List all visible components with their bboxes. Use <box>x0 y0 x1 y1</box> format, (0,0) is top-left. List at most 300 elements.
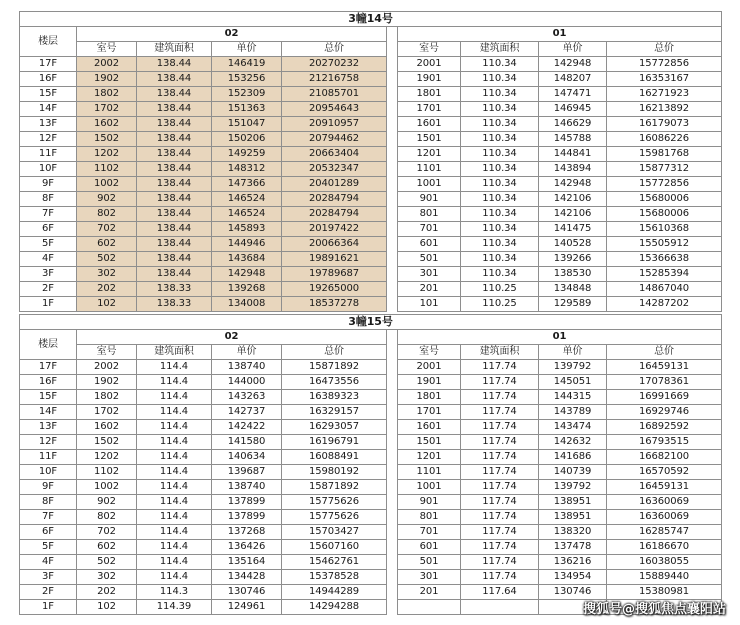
room-number-cell: 1002 <box>77 480 137 495</box>
floor-area-cell: 114.4 <box>137 525 212 540</box>
floor-area-cell: 114.4 <box>137 360 212 375</box>
floor-area-cell: 114.4 <box>137 495 212 510</box>
group-header-left: 02 <box>77 330 387 345</box>
total-price-cell: 14287202 <box>607 297 722 312</box>
room-number-cell: 1602 <box>77 117 137 132</box>
total-price-cell: 15607160 <box>282 540 387 555</box>
room-number-cell: 201 <box>398 282 461 297</box>
total-price-cell: 16088491 <box>282 450 387 465</box>
floor-area-cell: 110.34 <box>461 102 539 117</box>
total-price-cell: 15877312 <box>607 162 722 177</box>
floor-area-cell: 114.4 <box>137 435 212 450</box>
floor-area-header: 建筑面积 <box>461 42 539 57</box>
column-header-row <box>20 345 722 360</box>
floor-area-cell: 110.34 <box>461 192 539 207</box>
total-price-cell: 16570592 <box>607 465 722 480</box>
floor-cell: 3F <box>20 570 77 585</box>
total-price-cell: 16459131 <box>607 360 722 375</box>
total-price-cell: 16991669 <box>607 390 722 405</box>
unit-price-cell: 148207 <box>539 72 607 87</box>
room-number-cell: 1202 <box>77 450 137 465</box>
room-number-cell: 1801 <box>398 390 461 405</box>
room-number-cell: 502 <box>77 252 137 267</box>
total-price-cell: 16473556 <box>282 375 387 390</box>
unit-price-cell: 143684 <box>212 252 282 267</box>
room-number-cell: 1902 <box>77 72 137 87</box>
unit-price-cell: 142737 <box>212 405 282 420</box>
floor-area-cell: 138.44 <box>137 177 212 192</box>
unit-price-cell: 139687 <box>212 465 282 480</box>
floor-cell: 13F <box>20 420 77 435</box>
floor-area-cell: 110.34 <box>461 207 539 222</box>
floor-header: 楼层 <box>20 330 77 360</box>
floor-area-cell <box>461 600 539 615</box>
floor-area-cell: 117.74 <box>461 540 539 555</box>
room-number-cell: 1801 <box>398 87 461 102</box>
room-number-cell: 1802 <box>77 390 137 405</box>
unit-price-cell: 134008 <box>212 297 282 312</box>
table-row <box>20 540 722 555</box>
total-price-cell: 16196791 <box>282 435 387 450</box>
building-3-unit-14-price-table <box>19 11 722 312</box>
unit-price-cell: 140528 <box>539 237 607 252</box>
floor-area-cell: 117.74 <box>461 390 539 405</box>
building-title: 3幢15号 <box>20 315 722 330</box>
room-number-cell: 201 <box>398 585 461 600</box>
unit-price-cell: 134954 <box>539 570 607 585</box>
floor-area-cell: 110.25 <box>461 282 539 297</box>
group-header-right: 01 <box>398 27 722 42</box>
column-gap <box>387 330 398 615</box>
unit-price-cell: 130746 <box>539 585 607 600</box>
unit-price-cell: 150206 <box>212 132 282 147</box>
unit-price-cell: 142632 <box>539 435 607 450</box>
unit-price-cell: 141686 <box>539 450 607 465</box>
room-number-cell: 1501 <box>398 435 461 450</box>
room-number-header: 室号 <box>77 345 137 360</box>
floor-area-header: 建筑面积 <box>461 345 539 360</box>
room-number-cell: 801 <box>398 510 461 525</box>
floor-area-cell: 138.44 <box>137 252 212 267</box>
floor-cell: 13F <box>20 117 77 132</box>
total-price-cell: 20066364 <box>282 237 387 252</box>
unit-price-cell: 141580 <box>212 435 282 450</box>
room-number-cell: 302 <box>77 267 137 282</box>
floor-area-cell: 114.4 <box>137 375 212 390</box>
floor-area-cell: 138.44 <box>137 132 212 147</box>
total-price-cell: 15680006 <box>607 207 722 222</box>
total-price-cell: 16038055 <box>607 555 722 570</box>
room-number-cell: 802 <box>77 207 137 222</box>
total-price-cell: 16179073 <box>607 117 722 132</box>
group-header-left: 02 <box>77 27 387 42</box>
unit-price-header: 单价 <box>539 345 607 360</box>
unit-price-cell: 142948 <box>212 267 282 282</box>
floor-area-cell: 138.44 <box>137 87 212 102</box>
total-price-cell: 17078361 <box>607 375 722 390</box>
floor-cell: 12F <box>20 132 77 147</box>
unit-price-cell: 142106 <box>539 207 607 222</box>
room-number-cell: 102 <box>77 600 137 615</box>
table-row <box>20 525 722 540</box>
floor-area-cell: 114.4 <box>137 570 212 585</box>
floor-area-cell: 117.74 <box>461 405 539 420</box>
floor-cell: 5F <box>20 540 77 555</box>
floor-area-cell: 138.44 <box>137 147 212 162</box>
floor-area-cell: 114.3 <box>137 585 212 600</box>
total-price-cell: 20794462 <box>282 132 387 147</box>
floor-cell: 10F <box>20 465 77 480</box>
unit-price-cell: 138740 <box>212 360 282 375</box>
total-price-cell: 16086226 <box>607 132 722 147</box>
table-row <box>20 405 722 420</box>
room-number-cell: 2002 <box>77 360 137 375</box>
total-price-cell: 18537278 <box>282 297 387 312</box>
room-number-cell: 502 <box>77 555 137 570</box>
floor-area-cell: 110.34 <box>461 237 539 252</box>
floor-cell: 2F <box>20 585 77 600</box>
floor-area-header: 建筑面积 <box>137 42 212 57</box>
unit-price-cell: 137899 <box>212 495 282 510</box>
table-row <box>20 192 722 207</box>
floor-area-cell: 110.34 <box>461 57 539 72</box>
total-price-cell: 15285394 <box>607 267 722 282</box>
unit-price-cell: 134848 <box>539 282 607 297</box>
table-row <box>20 132 722 147</box>
table-row <box>20 102 722 117</box>
total-price-cell: 15980192 <box>282 465 387 480</box>
total-price-cell: 15378528 <box>282 570 387 585</box>
table-row <box>20 57 722 72</box>
total-price-cell: 21216758 <box>282 72 387 87</box>
room-number-cell: 1902 <box>77 375 137 390</box>
floor-cell: 11F <box>20 450 77 465</box>
total-price-cell: 15366638 <box>607 252 722 267</box>
floor-area-cell: 138.44 <box>137 237 212 252</box>
total-price-cell: 21085701 <box>282 87 387 102</box>
total-price-header: 总价 <box>607 42 722 57</box>
floor-area-cell: 110.34 <box>461 252 539 267</box>
unit-price-cell: 145788 <box>539 132 607 147</box>
room-number-cell: 1701 <box>398 405 461 420</box>
total-price-cell: 20284794 <box>282 207 387 222</box>
floor-area-cell: 110.25 <box>461 297 539 312</box>
unit-price-cell: 139268 <box>212 282 282 297</box>
table-title-row <box>20 12 722 27</box>
floor-area-cell: 110.34 <box>461 162 539 177</box>
floor-area-cell: 110.34 <box>461 177 539 192</box>
total-price-cell: 19891621 <box>282 252 387 267</box>
unit-price-cell: 144841 <box>539 147 607 162</box>
unit-price-cell: 130746 <box>212 585 282 600</box>
table-title-row <box>20 315 722 330</box>
total-price-cell: 15889440 <box>607 570 722 585</box>
room-number-cell: 1501 <box>398 132 461 147</box>
total-price-cell: 20663404 <box>282 147 387 162</box>
total-price-cell: 16186670 <box>607 540 722 555</box>
total-price-cell: 20532347 <box>282 162 387 177</box>
room-number-header: 室号 <box>77 42 137 57</box>
floor-area-cell: 110.34 <box>461 267 539 282</box>
total-price-cell: 16353167 <box>607 72 722 87</box>
total-price-cell: 14944289 <box>282 585 387 600</box>
floor-cell: 3F <box>20 267 77 282</box>
table-row <box>20 207 722 222</box>
unit-price-cell: 144946 <box>212 237 282 252</box>
floor-cell: 10F <box>20 162 77 177</box>
floor-cell: 12F <box>20 435 77 450</box>
table-row <box>20 117 722 132</box>
unit-price-cell: 138951 <box>539 510 607 525</box>
unit-price-cell: 143894 <box>539 162 607 177</box>
floor-cell: 1F <box>20 297 77 312</box>
unit-price-cell: 136216 <box>539 555 607 570</box>
room-number-cell: 202 <box>77 282 137 297</box>
room-number-cell: 1702 <box>77 102 137 117</box>
floor-cell: 6F <box>20 525 77 540</box>
floor-area-cell: 138.44 <box>137 162 212 177</box>
floor-area-cell: 110.34 <box>461 147 539 162</box>
room-number-cell: 702 <box>77 525 137 540</box>
floor-area-cell: 110.34 <box>461 132 539 147</box>
unit-price-cell: 140739 <box>539 465 607 480</box>
total-price-cell: 20197422 <box>282 222 387 237</box>
floor-area-header: 建筑面积 <box>137 345 212 360</box>
building-title: 3幢14号 <box>20 12 722 27</box>
total-price-cell: 15775626 <box>282 495 387 510</box>
total-price-cell: 14867040 <box>607 282 722 297</box>
room-number-cell: 2001 <box>398 57 461 72</box>
floor-cell: 8F <box>20 495 77 510</box>
table-row <box>20 435 722 450</box>
floor-cell: 15F <box>20 390 77 405</box>
total-price-header: 总价 <box>282 42 387 57</box>
total-price-cell: 15871892 <box>282 480 387 495</box>
room-number-cell: 901 <box>398 495 461 510</box>
floor-area-cell: 114.4 <box>137 450 212 465</box>
unit-price-cell: 146945 <box>539 102 607 117</box>
table-row <box>20 267 722 282</box>
table-row <box>20 87 722 102</box>
floor-area-cell: 138.33 <box>137 282 212 297</box>
total-price-cell: 20284794 <box>282 192 387 207</box>
room-number-cell: 1001 <box>398 480 461 495</box>
unit-price-cell: 136426 <box>212 540 282 555</box>
room-number-cell: 602 <box>77 540 137 555</box>
table-row <box>20 72 722 87</box>
total-price-cell: 14294288 <box>282 600 387 615</box>
unit-price-cell: 143263 <box>212 390 282 405</box>
room-number-cell: 102 <box>77 297 137 312</box>
room-number-cell: 1201 <box>398 450 461 465</box>
floor-cell: 8F <box>20 192 77 207</box>
room-number-cell: 1502 <box>77 132 137 147</box>
room-number-cell: 902 <box>77 495 137 510</box>
table-row <box>20 510 722 525</box>
unit-price-header: 单价 <box>212 42 282 57</box>
room-number-header: 室号 <box>398 345 461 360</box>
floor-area-cell: 138.44 <box>137 222 212 237</box>
room-number-cell: 202 <box>77 585 137 600</box>
room-number-cell: 501 <box>398 555 461 570</box>
floor-area-cell: 110.34 <box>461 117 539 132</box>
room-number-cell: 1102 <box>77 465 137 480</box>
room-number-cell: 1201 <box>398 147 461 162</box>
total-price-cell: 15380981 <box>607 585 722 600</box>
room-number-cell: 301 <box>398 267 461 282</box>
unit-price-cell: 146629 <box>539 117 607 132</box>
room-number-cell: 601 <box>398 237 461 252</box>
unit-price-cell: 149259 <box>212 147 282 162</box>
total-price-cell: 15703427 <box>282 525 387 540</box>
room-number-cell: 1002 <box>77 177 137 192</box>
total-price-cell: 15680006 <box>607 192 722 207</box>
floor-area-cell: 117.74 <box>461 480 539 495</box>
total-price-cell: 15775626 <box>282 510 387 525</box>
room-number-cell: 301 <box>398 570 461 585</box>
floor-area-cell: 117.74 <box>461 375 539 390</box>
floor-area-cell: 138.33 <box>137 297 212 312</box>
unit-price-cell: 143789 <box>539 405 607 420</box>
total-price-cell: 15772856 <box>607 177 722 192</box>
unit-price-cell: 151363 <box>212 102 282 117</box>
floor-area-cell: 114.4 <box>137 540 212 555</box>
floor-area-cell: 138.44 <box>137 192 212 207</box>
total-price-cell: 16213892 <box>607 102 722 117</box>
total-price-cell: 16389323 <box>282 390 387 405</box>
floor-cell: 2F <box>20 282 77 297</box>
table-row <box>20 495 722 510</box>
floor-cell: 14F <box>20 102 77 117</box>
floor-area-cell: 138.44 <box>137 207 212 222</box>
group-header-right: 01 <box>398 330 722 345</box>
floor-cell: 7F <box>20 207 77 222</box>
floor-area-cell: 117.74 <box>461 360 539 375</box>
floor-area-cell: 114.4 <box>137 390 212 405</box>
unit-price-cell: 138951 <box>539 495 607 510</box>
unit-price-cell: 135164 <box>212 555 282 570</box>
unit-price-cell: 140634 <box>212 450 282 465</box>
unit-price-cell: 142948 <box>539 177 607 192</box>
floor-cell: 7F <box>20 510 77 525</box>
unit-price-header: 单价 <box>212 345 282 360</box>
total-price-cell: 15871892 <box>282 360 387 375</box>
floor-area-cell: 138.44 <box>137 267 212 282</box>
group-header-row <box>20 27 722 42</box>
unit-price-cell: 142422 <box>212 420 282 435</box>
unit-price-cell: 139792 <box>539 360 607 375</box>
room-number-cell: 501 <box>398 252 461 267</box>
table-row <box>20 420 722 435</box>
total-price-cell: 16360069 <box>607 510 722 525</box>
floor-cell: 15F <box>20 87 77 102</box>
total-price-header: 总价 <box>282 345 387 360</box>
total-price-cell: 15981768 <box>607 147 722 162</box>
unit-price-cell: 141475 <box>539 222 607 237</box>
building-3-unit-15-price-table <box>19 314 722 615</box>
unit-price-cell: 139266 <box>539 252 607 267</box>
room-number-cell: 1101 <box>398 162 461 177</box>
unit-price-cell: 152309 <box>212 87 282 102</box>
table-row <box>20 147 722 162</box>
room-number-cell: 901 <box>398 192 461 207</box>
total-price-cell: 20270232 <box>282 57 387 72</box>
unit-price-header: 单价 <box>539 42 607 57</box>
total-price-cell: 16929746 <box>607 405 722 420</box>
room-number-cell: 1701 <box>398 102 461 117</box>
total-price-cell: 19789687 <box>282 267 387 282</box>
floor-area-cell: 117.74 <box>461 435 539 450</box>
floor-area-cell: 138.44 <box>137 72 212 87</box>
table-row <box>20 297 722 312</box>
floor-cell: 9F <box>20 480 77 495</box>
total-price-cell: 15772856 <box>607 57 722 72</box>
unit-price-cell: 145893 <box>212 222 282 237</box>
table-row <box>20 237 722 252</box>
unit-price-cell: 145051 <box>539 375 607 390</box>
total-price-cell: 16892592 <box>607 420 722 435</box>
room-number-cell: 1202 <box>77 147 137 162</box>
floor-area-cell: 138.44 <box>137 117 212 132</box>
room-number-cell: 702 <box>77 222 137 237</box>
table-row <box>20 252 722 267</box>
room-number-cell: 1102 <box>77 162 137 177</box>
unit-price-cell: 124961 <box>212 600 282 615</box>
table-row <box>20 282 722 297</box>
table-row <box>20 465 722 480</box>
total-price-cell: 16793515 <box>607 435 722 450</box>
table-row <box>20 375 722 390</box>
table-row <box>20 555 722 570</box>
room-number-cell: 1702 <box>77 405 137 420</box>
floor-area-cell: 117.74 <box>461 450 539 465</box>
floor-area-cell: 117.74 <box>461 420 539 435</box>
total-price-cell: 16285747 <box>607 525 722 540</box>
table-row <box>20 390 722 405</box>
floor-area-cell: 117.74 <box>461 525 539 540</box>
unit-price-cell: 137478 <box>539 540 607 555</box>
room-number-cell: 1602 <box>77 420 137 435</box>
unit-price-cell: 142106 <box>539 192 607 207</box>
unit-price-cell: 144000 <box>212 375 282 390</box>
table-row <box>20 480 722 495</box>
total-price-cell: 15505912 <box>607 237 722 252</box>
unit-price-cell: 129589 <box>539 297 607 312</box>
floor-cell: 9F <box>20 177 77 192</box>
unit-price-cell: 139792 <box>539 480 607 495</box>
unit-price-cell: 138530 <box>539 267 607 282</box>
unit-price-cell: 143474 <box>539 420 607 435</box>
floor-cell: 1F <box>20 600 77 615</box>
group-header-row <box>20 330 722 345</box>
room-number-cell: 801 <box>398 207 461 222</box>
total-price-cell: 15462761 <box>282 555 387 570</box>
room-number-cell <box>398 600 461 615</box>
total-price-cell: 15610368 <box>607 222 722 237</box>
room-number-cell: 101 <box>398 297 461 312</box>
table-row <box>20 360 722 375</box>
total-price-cell: 16271923 <box>607 87 722 102</box>
room-number-cell: 1601 <box>398 117 461 132</box>
room-number-cell: 2001 <box>398 360 461 375</box>
floor-area-cell: 117.74 <box>461 555 539 570</box>
table-row <box>20 570 722 585</box>
floor-area-cell: 114.4 <box>137 480 212 495</box>
floor-area-cell: 138.44 <box>137 102 212 117</box>
unit-price-cell: 146524 <box>212 207 282 222</box>
unit-price-cell: 148312 <box>212 162 282 177</box>
unit-price-cell: 146524 <box>212 192 282 207</box>
